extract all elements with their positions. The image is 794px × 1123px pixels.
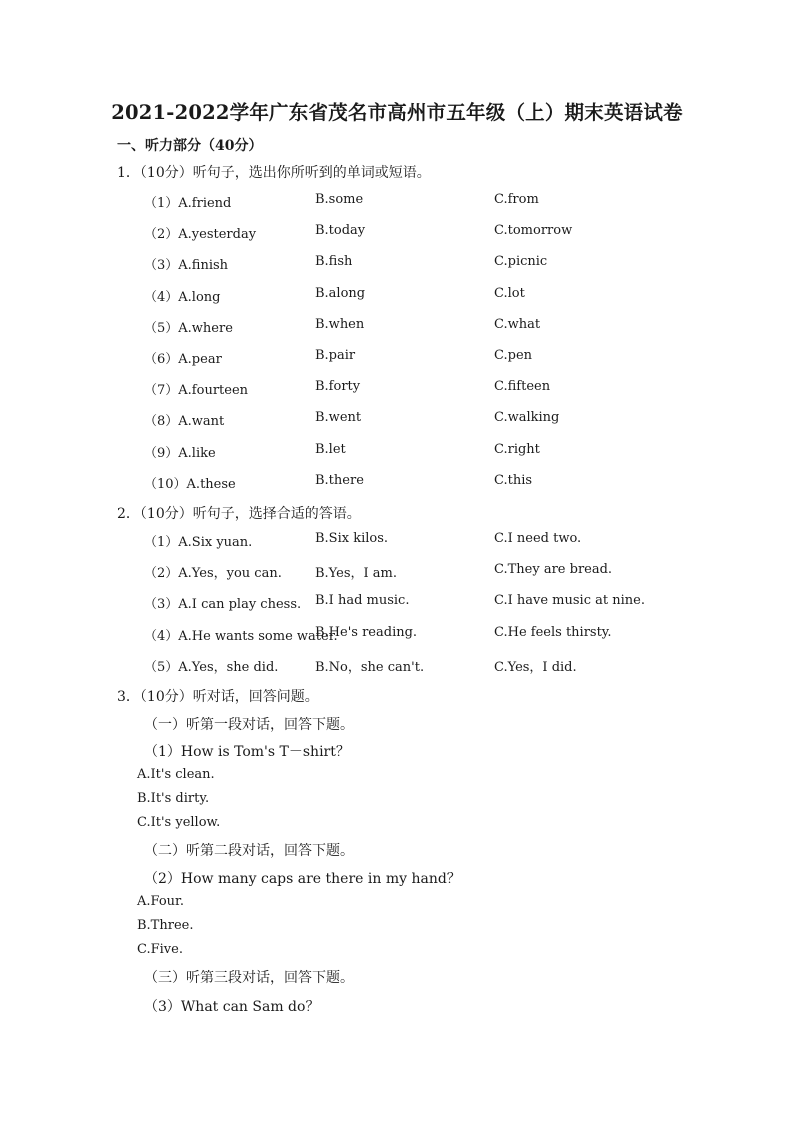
option-a-text: A.these: [186, 476, 236, 492]
option-row: [0, 442, 794, 462]
item-number: （6）: [144, 352, 179, 367]
option-a-text: A.Six yuan.: [178, 535, 253, 550]
option-a-text: A.I can play chess.: [178, 597, 302, 613]
option-row: [0, 192, 794, 212]
option-row: [0, 379, 794, 399]
option-c: C.I need two.: [494, 531, 582, 546]
option-a-text: A.fourteen: [178, 383, 249, 399]
option-a: [144, 562, 282, 581]
option-b: B.today: [315, 223, 366, 239]
option-c: C.lot: [494, 285, 525, 301]
option-a: [144, 223, 256, 242]
item-number: （3）: [144, 597, 179, 613]
option-a: [144, 625, 338, 644]
item-number: （2）: [144, 227, 179, 243]
sub-question-1: （1）How is Tom's T－shirt？: [144, 744, 350, 760]
option-b: B.He's reading.: [315, 624, 418, 640]
option-row: [0, 223, 794, 243]
item-number: （3）: [144, 258, 179, 274]
option-a-text: A.yesterday: [178, 227, 257, 243]
question-1-stem: 1．（10分）听句子，选出你所听到的单词或短语。: [117, 165, 431, 181]
option-row: [0, 410, 794, 430]
option-c: C.what: [494, 316, 541, 332]
item-number: （10）: [144, 476, 187, 492]
sub-question-3: （3）What can Sam do？: [144, 999, 320, 1015]
option-a: [144, 442, 216, 461]
option-c: C.this: [494, 472, 533, 488]
item-number: （4）: [144, 628, 179, 644]
option-c: C.Yes，I did.: [494, 659, 577, 675]
option-row: [0, 593, 794, 613]
sub-question-2: （2）How many caps are there in my hand？: [144, 871, 461, 887]
option-c: C.It's yellow.: [137, 815, 221, 830]
option-a-text: A.pear: [178, 352, 222, 367]
option-b: B.It's dirty.: [137, 791, 210, 806]
option-row: [0, 473, 794, 493]
option-row: [0, 656, 794, 676]
option-c: C.walking: [494, 410, 560, 426]
dialogue-2-instruction: （二）听第二段对话，回答下题。: [144, 843, 354, 859]
option-b: B.Six kilos.: [315, 531, 389, 546]
section-heading: 一、听力部分（40分）: [117, 138, 263, 154]
option-a-text: A.Yes，she did.: [178, 659, 279, 675]
option-c: C.They are bread.: [494, 562, 613, 578]
option-row: [0, 625, 794, 645]
option-c: C.He feels thirsty.: [494, 624, 612, 640]
option-b: B.pair: [315, 348, 356, 363]
option-b: B.along: [315, 285, 366, 301]
option-b: B.I had music.: [315, 593, 410, 609]
option-row: [0, 286, 794, 306]
option-a: [144, 473, 236, 492]
option-a: [144, 192, 231, 211]
option-b: B.when: [315, 316, 365, 332]
option-b: B.some: [315, 192, 364, 207]
page-title: 2021-2022学年广东省茂名市高州市五年级（上）期末英语试卷: [111, 101, 683, 124]
option-a-text: A.Yes，you can.: [178, 566, 282, 582]
option-row: [0, 317, 794, 337]
question-2-stem: 2．（10分）听句子，选择合适的答语。: [117, 506, 361, 522]
option-a: [144, 348, 222, 367]
option-b: B.forty: [315, 379, 361, 395]
option-c: C.fifteen: [494, 379, 551, 395]
option-a-text: A.where: [178, 320, 233, 336]
item-number: （1）: [144, 535, 179, 550]
item-number: （5）: [144, 320, 179, 336]
option-a-text: A.He wants some water.: [178, 628, 338, 644]
item-number: （9）: [144, 445, 179, 461]
option-b: B.Three.: [137, 918, 194, 933]
option-b: B.fish: [315, 254, 353, 270]
option-a: [144, 656, 278, 675]
option-c: C.picnic: [494, 254, 548, 270]
dialogue-3-instruction: （三）听第三段对话，回答下题。: [144, 970, 354, 986]
option-a: [144, 593, 301, 612]
question-3-stem: 3．（10分）听对话，回答问题。: [117, 689, 319, 705]
item-number: （2）: [144, 566, 179, 582]
option-row: [0, 562, 794, 582]
option-a: A.Four.: [137, 894, 184, 909]
option-b: B.let: [315, 441, 346, 457]
option-c: C.tomorrow: [494, 223, 573, 239]
option-c: C.I have music at nine.: [494, 593, 645, 609]
option-a: [144, 410, 224, 429]
option-a-text: A.long: [178, 289, 221, 305]
option-a-text: A.like: [178, 445, 216, 461]
option-b: B.No，she can't.: [315, 659, 425, 675]
dialogue-1-instruction: （一）听第一段对话，回答下题。: [144, 717, 354, 733]
option-c: C.from: [494, 192, 539, 207]
item-number: （5）: [144, 659, 179, 675]
option-row: [0, 254, 794, 274]
item-number: （4）: [144, 289, 179, 305]
option-a-text: A.want: [178, 414, 225, 430]
option-a: [144, 379, 248, 398]
option-c: C.pen: [494, 348, 533, 363]
option-b: B.went: [315, 410, 362, 426]
option-a: A.It's clean.: [137, 767, 215, 782]
option-a: [144, 531, 252, 550]
item-number: （7）: [144, 383, 179, 399]
option-a: [144, 317, 233, 336]
item-number: （8）: [144, 414, 179, 430]
option-row: [0, 531, 794, 551]
option-c: C.right: [494, 441, 540, 457]
option-b: B.there: [315, 472, 364, 488]
item-number: （1）: [144, 196, 179, 211]
option-c: C.Five.: [137, 942, 183, 957]
option-b: B.Yes，I am.: [315, 566, 397, 582]
option-a: [144, 286, 220, 305]
option-a-text: A.friend: [178, 196, 232, 211]
option-row: [0, 348, 794, 368]
option-a: [144, 254, 228, 273]
option-a-text: A.finish: [178, 258, 229, 274]
